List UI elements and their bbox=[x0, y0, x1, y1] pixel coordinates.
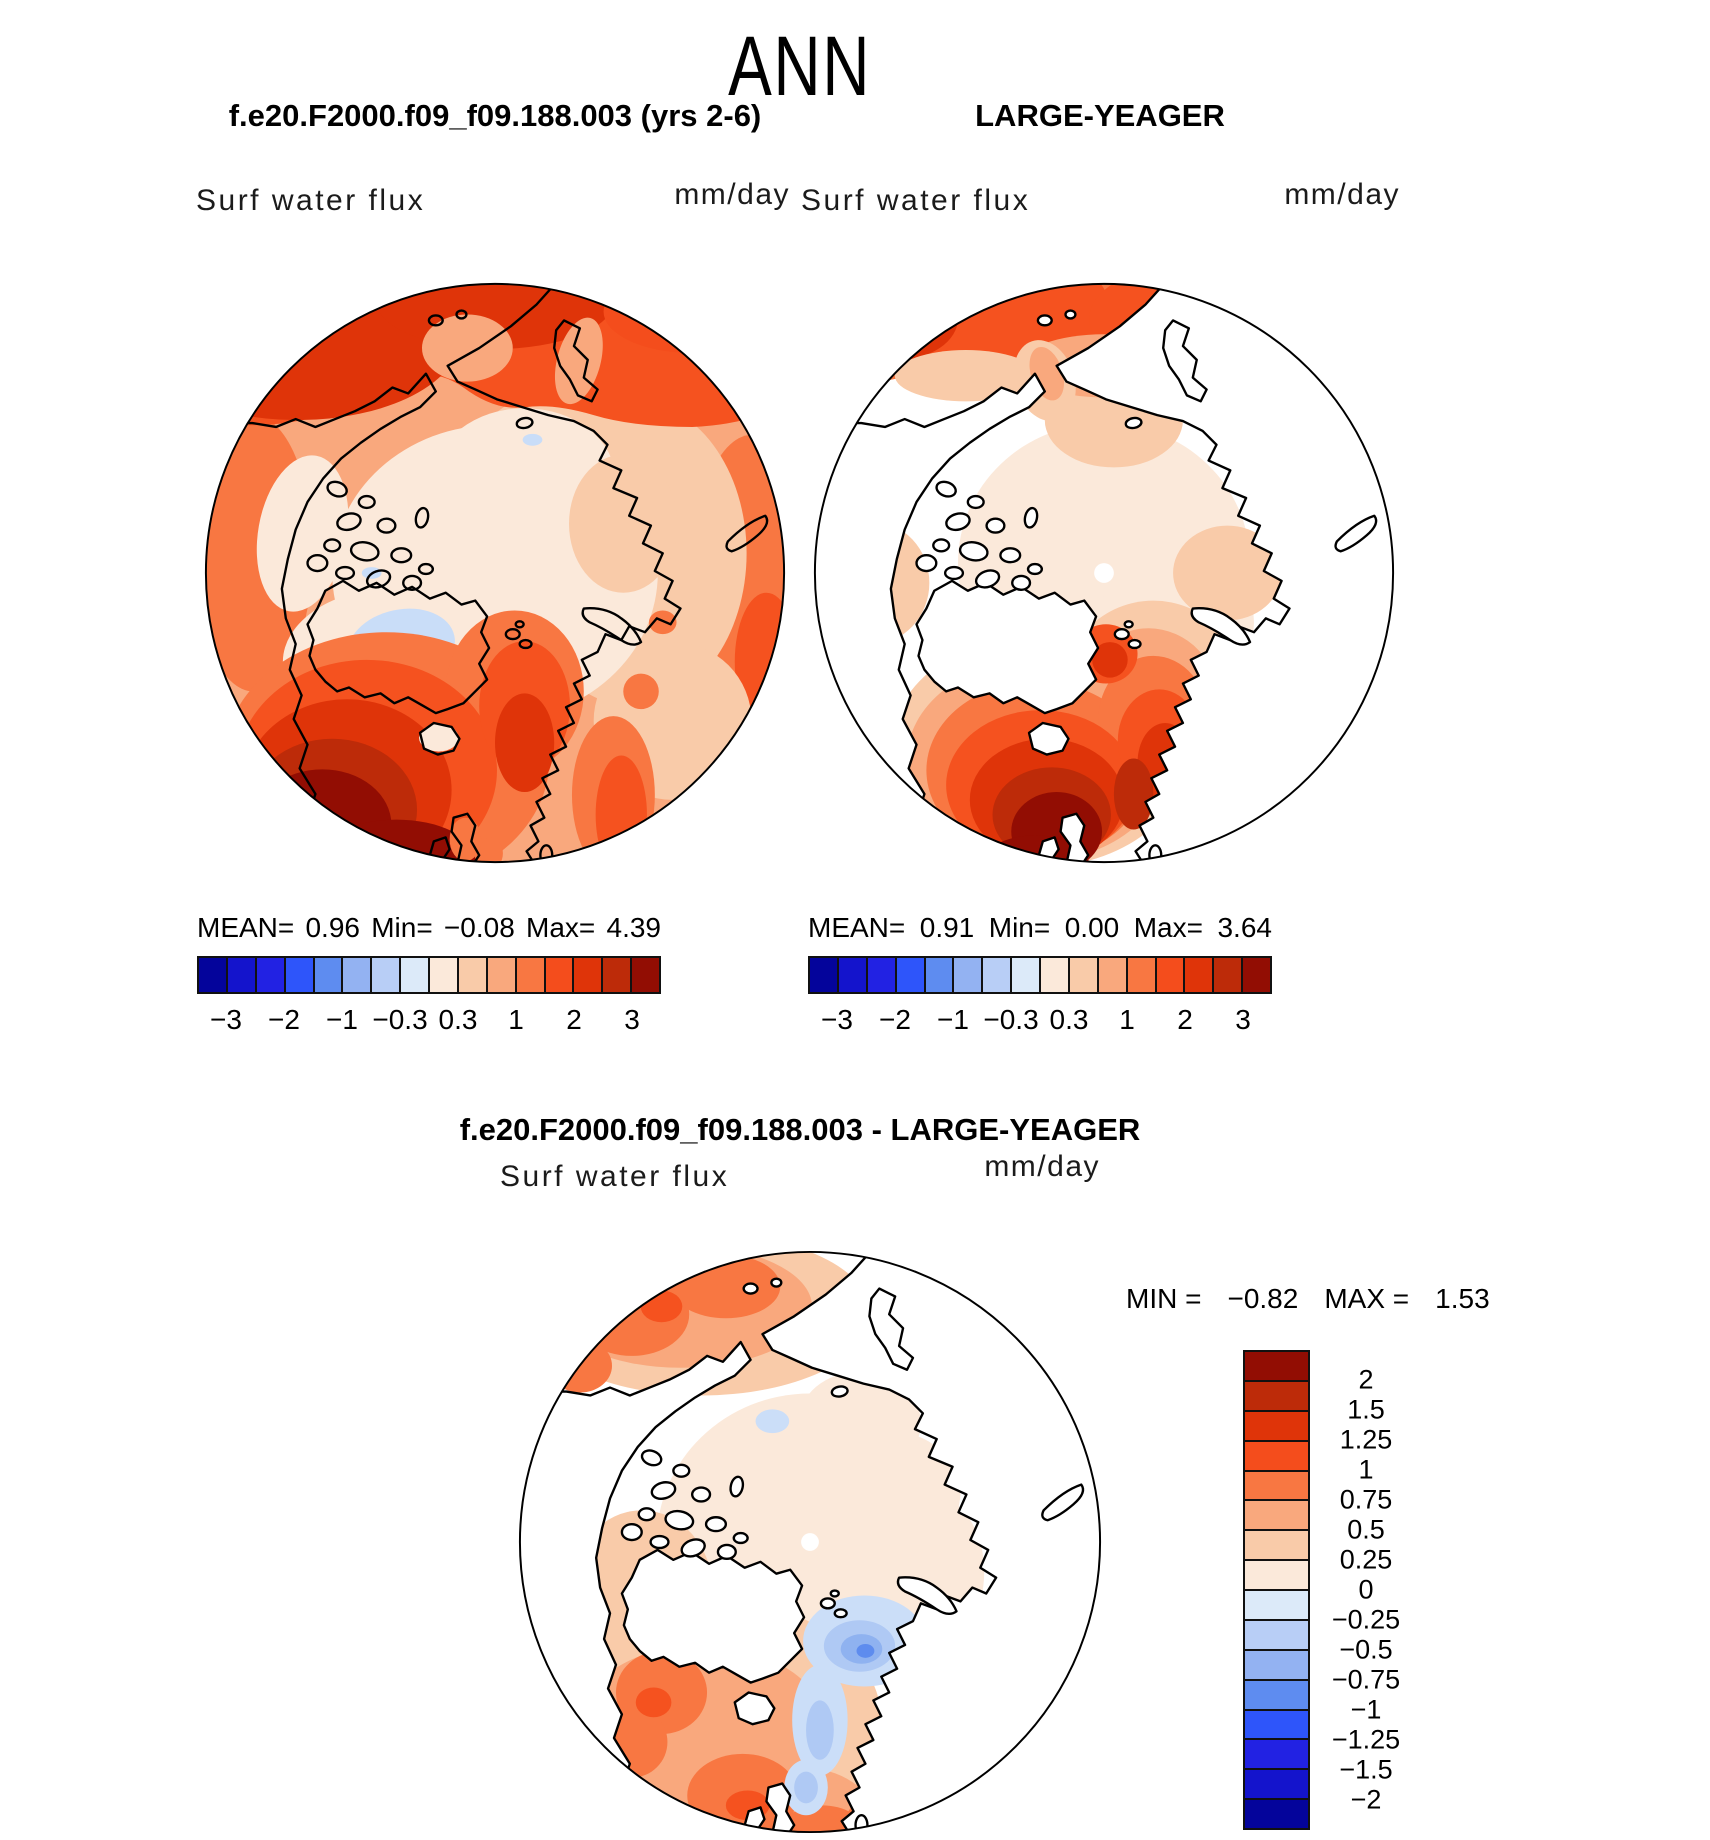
stat-value: −0.08 bbox=[443, 912, 515, 943]
colorbar-segment bbox=[1245, 1382, 1308, 1412]
stat-value: 4.39 bbox=[606, 912, 661, 943]
colorbar-label: 0.75 bbox=[1339, 1484, 1393, 1515]
stat-value: −0.82 bbox=[1227, 1283, 1299, 1314]
colorbar-label: −1.25 bbox=[1331, 1724, 1401, 1755]
colorbar-segment bbox=[1214, 958, 1243, 992]
colorbar-tick: −3 bbox=[821, 1004, 853, 1035]
obs-map bbox=[808, 277, 1400, 869]
colorbar-segment bbox=[1245, 1472, 1308, 1502]
colorbar-segment bbox=[1041, 958, 1070, 992]
diff-colorbar bbox=[1243, 1350, 1310, 1830]
colorbar-tick: 2 bbox=[566, 1004, 582, 1035]
obs-pole-hole bbox=[1094, 563, 1114, 583]
colorbar-segment bbox=[1245, 1501, 1308, 1531]
figure-title: ANN bbox=[728, 19, 872, 113]
colorbar-segment bbox=[228, 958, 257, 992]
stat-label: MIN = bbox=[1126, 1283, 1202, 1314]
model-ocean-art bbox=[199, 277, 791, 869]
colorbar-segment bbox=[1128, 958, 1157, 992]
model-map bbox=[199, 277, 791, 869]
stat-value: 1.53 bbox=[1435, 1283, 1490, 1314]
colorbar-label: 1.5 bbox=[1347, 1394, 1385, 1425]
colorbar-tick: −2 bbox=[879, 1004, 911, 1035]
stat-label: MEAN= bbox=[197, 912, 295, 943]
colorbar-label: −0.25 bbox=[1331, 1604, 1401, 1635]
colorbar-segment bbox=[1245, 1591, 1308, 1621]
colorbar-segment bbox=[574, 958, 603, 992]
colorbar-segment bbox=[926, 958, 955, 992]
colorbar-segment bbox=[1245, 1711, 1308, 1741]
obs-colorbar-segments bbox=[808, 956, 1272, 994]
diff-title: f.e20.F2000.f09_f09.188.003 - LARGE-YEAGER bbox=[459, 1112, 1141, 1147]
colorbar-segment bbox=[315, 958, 344, 992]
colorbar-label: −0.75 bbox=[1331, 1664, 1401, 1695]
model-map-svg bbox=[199, 277, 791, 869]
obs-map-svg bbox=[808, 277, 1400, 869]
colorbar-label: −2 bbox=[1350, 1784, 1382, 1815]
colorbar-segment bbox=[603, 958, 632, 992]
colorbar-segment bbox=[897, 958, 926, 992]
colorbar-segment bbox=[1099, 958, 1128, 992]
colorbar-segment bbox=[401, 958, 430, 992]
colorbar-segment bbox=[286, 958, 315, 992]
obs-colorbar-ticks bbox=[808, 1004, 1272, 1038]
colorbar-segment bbox=[430, 958, 459, 992]
stat-label: Max= bbox=[526, 912, 596, 943]
colorbar-segment bbox=[343, 958, 372, 992]
obs-colorbar-block bbox=[808, 912, 1272, 1038]
stat-label: Min= bbox=[988, 912, 1051, 943]
colorbar-segment bbox=[1245, 1412, 1308, 1442]
colorbar-tick: −3 bbox=[210, 1004, 242, 1035]
diff-map bbox=[513, 1245, 1107, 1839]
stat-value: 0.96 bbox=[305, 912, 360, 943]
diff-colorbar-segments bbox=[1243, 1350, 1310, 1830]
diff-colorbar-labels bbox=[1316, 1350, 1416, 1830]
colorbar-segment bbox=[983, 958, 1012, 992]
colorbar-segment bbox=[1157, 958, 1186, 992]
colorbar-segment bbox=[1245, 1352, 1308, 1382]
stat-label: Max= bbox=[1133, 912, 1203, 943]
colorbar-tick: −1 bbox=[937, 1004, 969, 1035]
diff-ocean-art bbox=[513, 1245, 1107, 1839]
colorbar-tick: 1 bbox=[508, 1004, 524, 1035]
stat-label: MAX = bbox=[1324, 1283, 1410, 1314]
colorbar-segment bbox=[954, 958, 983, 992]
colorbar-segment bbox=[1245, 1770, 1308, 1800]
colorbar-label: 2 bbox=[1358, 1364, 1374, 1395]
model-colorbar-block bbox=[197, 912, 661, 1038]
model-stats-row bbox=[197, 912, 661, 944]
colorbar-segment bbox=[1245, 1740, 1308, 1770]
obs-ocean-art bbox=[808, 277, 1400, 869]
colorbar-segment bbox=[1245, 1561, 1308, 1591]
colorbar-segment bbox=[1245, 1531, 1308, 1561]
colorbar-tick: 0.3 bbox=[438, 1004, 478, 1035]
obs-units-label: mm/day bbox=[1284, 178, 1400, 211]
obs-stats-row bbox=[808, 912, 1272, 944]
stat-value: 0.00 bbox=[1064, 912, 1120, 943]
colorbar-label: −0.5 bbox=[1339, 1634, 1393, 1665]
colorbar-segment bbox=[839, 958, 868, 992]
colorbar-label: −1.5 bbox=[1339, 1754, 1393, 1785]
colorbar-segment bbox=[257, 958, 286, 992]
colorbar-label: 0.5 bbox=[1347, 1514, 1385, 1545]
stat-label: Min= bbox=[371, 912, 433, 943]
colorbar-segment bbox=[1012, 958, 1041, 992]
model-run-title: f.e20.F2000.f09_f09.188.003 (yrs 2-6) bbox=[228, 98, 762, 133]
colorbar-tick: 2 bbox=[1177, 1004, 1193, 1035]
model-field-label: Surf water flux bbox=[196, 184, 426, 217]
model-units-label: mm/day bbox=[674, 178, 790, 211]
colorbar-segment bbox=[1245, 1800, 1308, 1828]
obs-field-label: Surf water flux bbox=[801, 184, 1031, 217]
colorbar-tick: 3 bbox=[1235, 1004, 1251, 1035]
colorbar-segment bbox=[199, 958, 228, 992]
colorbar-tick: 3 bbox=[624, 1004, 640, 1035]
diff-pole-hole bbox=[801, 1533, 819, 1551]
diff-units-label: mm/day bbox=[984, 1150, 1100, 1183]
stat-label: MEAN= bbox=[808, 912, 906, 943]
colorbar-segment bbox=[546, 958, 575, 992]
colorbar-segment bbox=[868, 958, 897, 992]
colorbar-segment bbox=[488, 958, 517, 992]
colorbar-segment bbox=[810, 958, 839, 992]
colorbar-segment bbox=[372, 958, 401, 992]
diff-minmax-row bbox=[1126, 1283, 1490, 1315]
colorbar-tick: 1 bbox=[1119, 1004, 1135, 1035]
colorbar-label: 0 bbox=[1358, 1574, 1374, 1605]
colorbar-segment bbox=[1243, 958, 1270, 992]
colorbar-tick: −2 bbox=[268, 1004, 300, 1035]
colorbar-segment bbox=[632, 958, 659, 992]
colorbar-segment bbox=[1245, 1651, 1308, 1681]
colorbar-tick: −0.3 bbox=[372, 1004, 428, 1035]
diff-field-label: Surf water flux bbox=[500, 1160, 730, 1193]
colorbar-tick: −1 bbox=[326, 1004, 358, 1035]
colorbar-tick: −0.3 bbox=[983, 1004, 1039, 1035]
model-colorbar-segments bbox=[197, 956, 661, 994]
stat-value: 3.64 bbox=[1217, 912, 1272, 943]
colorbar-segment bbox=[517, 958, 546, 992]
colorbar-segment bbox=[1245, 1621, 1308, 1651]
diff-map-svg bbox=[513, 1245, 1107, 1839]
stat-value: 0.91 bbox=[919, 912, 975, 943]
colorbar-label: 1.25 bbox=[1339, 1424, 1393, 1455]
colorbar-label: 1 bbox=[1358, 1454, 1374, 1485]
colorbar-segment bbox=[1245, 1681, 1308, 1711]
obs-dataset-title: LARGE-YEAGER bbox=[975, 98, 1225, 133]
model-colorbar-ticks bbox=[197, 1004, 661, 1038]
colorbar-segment bbox=[1070, 958, 1099, 992]
colorbar-label: −1 bbox=[1350, 1694, 1382, 1725]
colorbar-segment bbox=[1245, 1442, 1308, 1472]
colorbar-label: 0.25 bbox=[1339, 1544, 1393, 1575]
colorbar-segment bbox=[1185, 958, 1214, 992]
colorbar-tick: 0.3 bbox=[1049, 1004, 1089, 1035]
colorbar-segment bbox=[459, 958, 488, 992]
